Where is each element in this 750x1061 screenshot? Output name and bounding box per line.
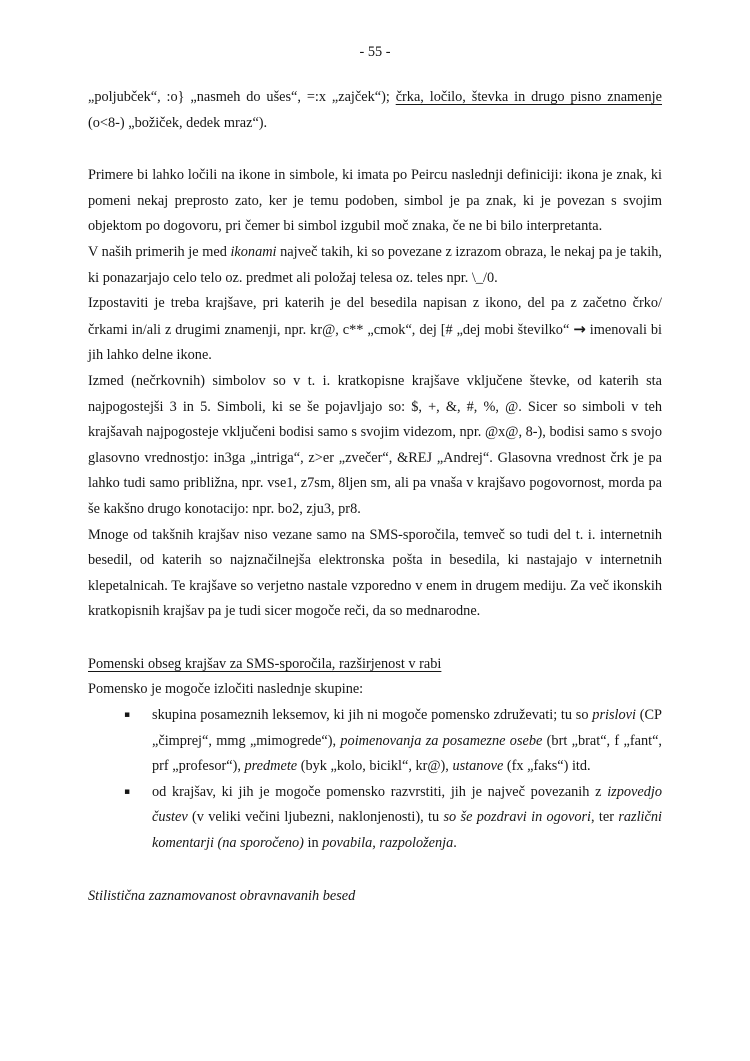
- text-segment: poimenovanja za posamezne osebe: [340, 732, 543, 749]
- text-segment: imenovali bi jih lahko delne ikone.: [88, 321, 662, 364]
- section-heading: [88, 652, 662, 678]
- page-number: - 55 -: [359, 44, 391, 60]
- closing-line: [88, 884, 662, 910]
- list-item-text: [152, 780, 662, 857]
- paragraph: [88, 369, 662, 523]
- text-segment: so še pozdravi in ogovori: [443, 809, 592, 826]
- text-segment: črka, ločilo, števka in drugo pisno znamenje: [395, 89, 662, 105]
- blank-line: [88, 625, 662, 652]
- paragraph: [88, 163, 662, 240]
- text-segment: Mnoge od takšnih krajšav niso vezane samo na SMS-sporočila, temveč so tudi del t. i. internetnih besedil, od katerih so najznačilnejša elektronska pošta in besedila, ki nastajajo v internetnih klepetalnicah. Te krajšave so verjetno nastale vzporedno v enem in drugem mediju. Za več ikonskih kratkopisnih krajšav pa je tudi sicer mogoče reči, da so mednarodne.: [88, 526, 662, 620]
- blank-line: [88, 136, 662, 163]
- text-segment: ikonami: [230, 243, 277, 260]
- text-segment: (o<8-) „božiček, dedek mraz“).: [88, 114, 268, 131]
- bullet-square-icon: ▪: [124, 786, 131, 797]
- text-segment: Stilistična zaznamovanost obravnavanih besed: [88, 887, 356, 904]
- document-body: [88, 85, 662, 909]
- text-segment: prislovi: [592, 707, 636, 724]
- list-item: [88, 780, 662, 857]
- text-segment: Izmed (nečrkovnih) simbolov so v t. i. kratkopisne krajšave vključene števke, od katerih sta najpogostejši 3 in 5. Simboli, ki se še pojavljajo so: $, +, &, #, %, @. Sicer so simboli v teh krajšavah najpogosteje vključeni bodisi samo s svojim videzom, npr. @x@, 8-), bodisi samo s svojo glasovno vrednostjo: in3ga „intriga“, z>er „zvečer“, &REJ „Andrej“. Glasovna vrednost črk je pa lahko tudi samo približna, npr. vse1, z7sm, 8ljen sm, ali pa vnaša v krajšavo pogovornost, morda pa še kakšno drugo konotacijo: npr. bo2, zju3, pr8.: [88, 372, 662, 517]
- text-segment: od krajšav, ki jih je mogoče pomensko razvrstiti, jih je največ povezanih z: [152, 783, 608, 800]
- text-segment: povabila, razpoloženja: [322, 835, 454, 852]
- text-segment: Pomenski obseg krajšav za SMS-sporočila, razširjenost v rabi: [88, 655, 442, 672]
- paragraph: [88, 291, 662, 369]
- text-segment: ustanove: [452, 758, 504, 775]
- text-segment: (byk „kolo, bicikl“, kr@),: [297, 758, 453, 775]
- paragraph: [88, 240, 662, 291]
- list-item: [88, 703, 662, 780]
- text-segment: (brt „brat“, f „fant“, prf „profesor“),: [152, 732, 663, 775]
- text-segment: in: [303, 835, 323, 852]
- text-segment: , ter: [591, 809, 619, 826]
- paragraph: [88, 523, 662, 625]
- blank-line: [88, 857, 662, 884]
- text-segment: (v veliki večini ljubezni, naklonjenosti), tu: [187, 809, 444, 826]
- text-segment: Izpostaviti je treba krajšave, pri katerih je del besedila napisan z ikono, del pa z začetno črko/črkami in/ali z drugimi znamenji, npr. kr@, c** „cmok“, dej [# „dej mobi številko“: [88, 295, 662, 338]
- text-segment: največ takih, ki so povezane z izrazom obraza, le nekaj pa je takih, ki ponazarjajo celo telo oz. predmet ali položaj telesa oz. teles npr. \_/0.: [88, 243, 663, 286]
- right-arrow-icon: →: [573, 319, 586, 338]
- text-segment: Pomensko je mogoče izločiti naslednje skupine:: [88, 681, 364, 698]
- text-segment: .: [453, 835, 457, 852]
- text-segment: (CP „čimprej“, mmg „mimogrede“),: [152, 707, 662, 749]
- text-segment: Primere bi lahko ločili na ikone in simbole, ki imata po Peircu naslednji definiciji: ikona je znak, ki pomeni nekaj preprosto zato, ker je temu podoben, simbol je pa znak, ki je povezan s svojim objektom po dogovoru, pri čemer bi simbol izgubil moč znaka, če ne bi bilo interpretanta.: [88, 167, 662, 235]
- text-segment: različni komentarji (na sporočeno): [152, 809, 662, 852]
- text-segment: „poljubček“, :o} „nasmeh do ušes“, =:x „zajček“);: [88, 89, 396, 105]
- bullet-square-icon: ▪: [124, 710, 131, 721]
- paragraph: [88, 85, 662, 136]
- list-item-text: [152, 703, 662, 780]
- text-segment: predmete: [244, 758, 298, 775]
- paragraph: [88, 677, 662, 703]
- text-segment: (fx „faks“) itd.: [503, 758, 591, 775]
- text-segment: izpovedjo čustev: [152, 783, 662, 826]
- text-segment: V naših primerih je med: [88, 243, 231, 260]
- text-segment: skupina posameznih leksemov, ki jih ni mogoče pomensko združevati; tu so: [152, 707, 593, 724]
